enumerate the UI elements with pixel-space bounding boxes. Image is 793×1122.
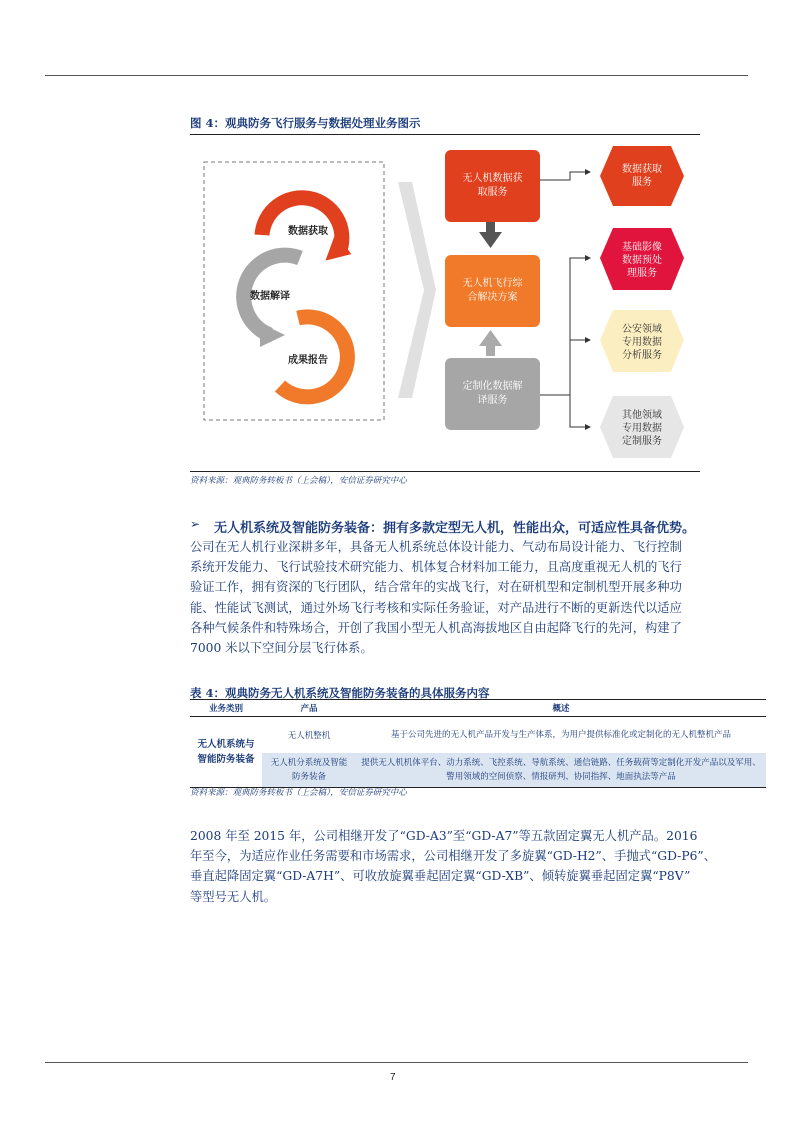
service-table — [190, 699, 766, 788]
paragraph-2-line: 垂直起降固定翼“GD-A7H”、可收放旋翼垂起固定翼“GD-XB”、倾转旋翼垂起固定翼“P8V” — [190, 869, 691, 884]
connector-branch-1 — [540, 258, 590, 395]
center-box-bottom-label: 定制化数据解译服务 — [462, 381, 523, 406]
cycle-label-2: 数据解译 — [250, 291, 290, 302]
chevron-shape — [398, 182, 436, 398]
table-title: 表 4：观典防务无人机系统及智能防务装备的具体服务内容 — [190, 686, 490, 700]
table-header: 产品 — [262, 700, 356, 717]
table-product-cell: 无人机整机 — [287, 731, 331, 741]
table-desc-cell: 提供无人机机体平台、动力系统、飞控系统、导航系统、通信链路、任务载荷等定制化开发产品以及军用、警用领域的空间侦察、情报研判、协同指挥、地面执法等产品 — [356, 753, 766, 788]
table-product-cell: 无人机分系统及智能防务装备 — [262, 753, 356, 788]
table-header: 业务类别 — [190, 700, 262, 717]
table-desc-cell: 基于公司先进的无人机产品开发与生产体系，为用户提供标准化或定制化的无人机整机产品 — [390, 730, 731, 740]
paragraph-1-line: 各种气候条件和特殊场合，开创了我国小型无人机高海拔地区自由起降飞行的先河，构建了 — [190, 620, 682, 635]
figure-bottom-rule — [190, 471, 700, 472]
center-box-middle-label: 无人机飞行综合解决方案 — [462, 278, 523, 303]
center-box-bottom — [445, 358, 540, 430]
center-box-top — [445, 150, 540, 222]
table-row — [190, 753, 766, 788]
paragraph-2 — [190, 826, 765, 907]
paragraph-1-line: 系统开发能力、飞行试验技术研究能力、机体复合材料加工能力，且高度重视无人机的飞行 — [190, 560, 682, 575]
center-box-middle — [445, 255, 540, 327]
paragraph-1-line: 能、性能试飞测试，通过外场飞行考核和实际任务验证，对产品进行不断的更新迭代以适应 — [190, 600, 682, 615]
paragraph-2-line: 2008 年至 2015 年，公司相继开发了“GD-A3”至“GD-A7”等五款固定翼无人机产品。2016 — [190, 829, 698, 843]
cycle-label-3: 成果报告 — [288, 355, 328, 366]
arrow-down-head — [479, 232, 502, 248]
table-category-cell: 无人机系统与智能防务装备 — [190, 717, 262, 788]
paragraph-2-line: 年至今，为适应作业任务需要和市场需求，公司相继开发了多旋翼“GD-H2”、手抛式“GD-P6”、 — [190, 849, 717, 864]
page-number: 7 — [390, 1072, 396, 1083]
paragraph-1 — [190, 537, 760, 658]
connector-top — [540, 172, 590, 180]
table-header-row — [190, 700, 766, 717]
hex-2-label: 基础影像数据预处理服务 — [622, 241, 662, 279]
center-box-top-label: 无人机数据获取服务 — [462, 173, 523, 198]
figure-source: 资料来源：观典防务转板书（上会稿），安信证券研究中心 — [190, 476, 407, 486]
arrow-up-head — [479, 330, 502, 346]
section-heading: 无人机系统及智能防务装备：拥有多款定型无人机，性能出众，可适应性具备优势。 — [214, 521, 696, 536]
bullet-icon: ➢ — [190, 517, 201, 531]
paragraph-1-line: 7000 米以下空间分层飞行体系。 — [190, 641, 373, 656]
paragraph-2-line: 等型号无人机。 — [190, 889, 277, 904]
figure-title: 图 4：观典防务飞行服务与数据处理业务图示 — [190, 116, 421, 130]
footer-rule — [45, 1062, 748, 1063]
figure-title-rule — [190, 134, 700, 135]
connector-branch-3 — [570, 395, 590, 427]
header-rule — [45, 75, 748, 76]
arc-gray-head — [260, 323, 285, 347]
hex-3-label: 公安领域专用数据分析服务 — [622, 323, 662, 361]
cycle-label-1: 数据获取 — [288, 226, 328, 237]
table-row — [190, 717, 766, 754]
hex-1-label: 数据获取服务 — [622, 164, 662, 188]
paragraph-1-line: 公司在无人机行业深耕多年，具备无人机系统总体设计能力、气动布局设计能力、飞行控制 — [190, 540, 682, 554]
paragraph-1-line: 验证工作，拥有资深的飞行团队，结合常年的实战飞行，对在研机型和定制机型开展多种功 — [190, 580, 682, 595]
table-source: 资料来源：观典防务转板书（上会稿），安信证券研究中心 — [190, 788, 407, 798]
table-header: 概述 — [356, 700, 766, 717]
hex-4-label: 其他领域专用数据定制服务 — [622, 409, 662, 447]
